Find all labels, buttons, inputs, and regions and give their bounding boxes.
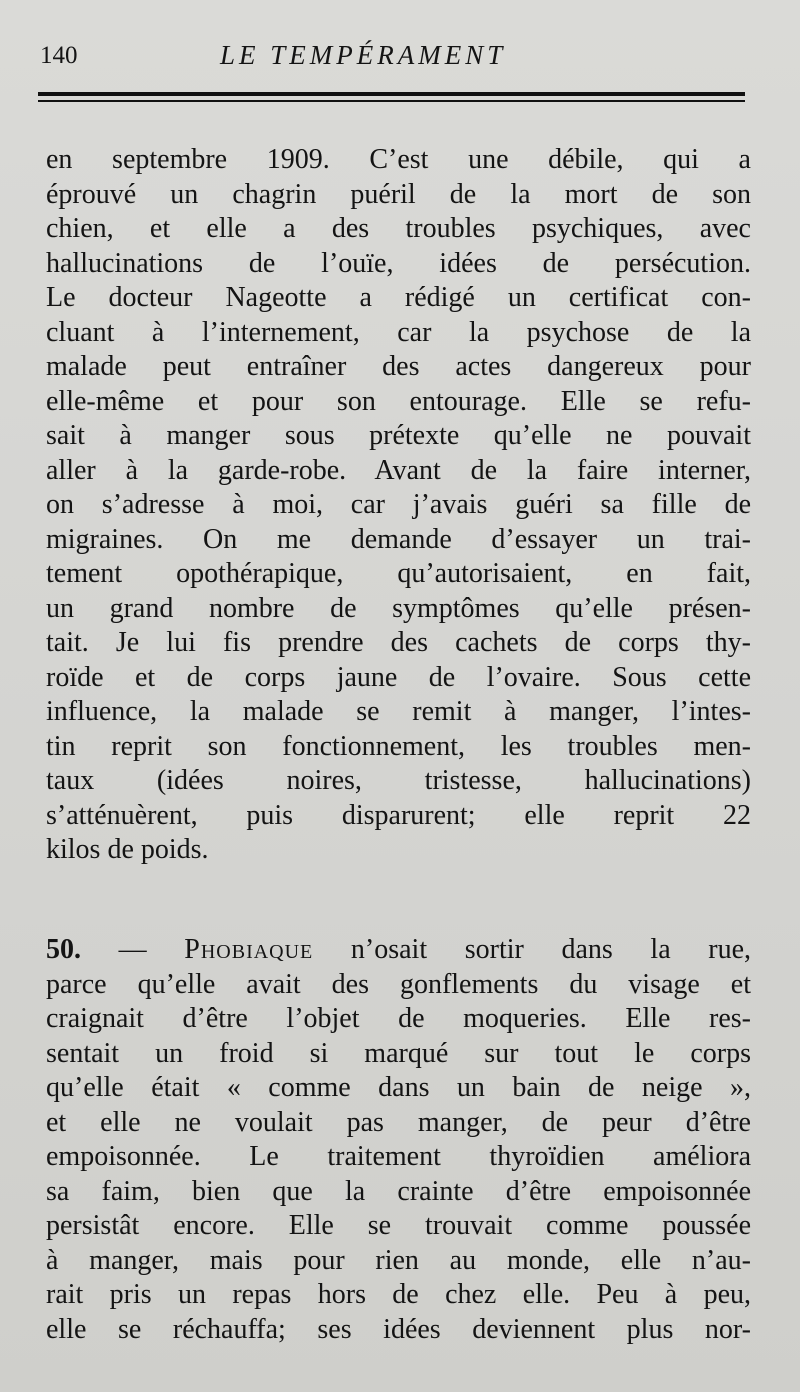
text-line: chien, et elle a des troubles psychiques, avec <box>46 213 751 244</box>
first-line-rest: n’osait sortir dans la rue, <box>313 934 752 965</box>
text-line: un grand nombre de symptômes qu’elle présen- <box>46 592 751 624</box>
text-line: parce qu’elle avait des gonflements du visage et <box>46 968 751 1000</box>
header-rule-thick <box>38 92 745 96</box>
text-line: et elle ne voulait pas manger, de peur d’être <box>46 1106 751 1138</box>
text-line: tement opothérapique, qu’autorisaient, en fait, <box>46 558 751 589</box>
text-line: s’atténuèrent, puis disparurent; elle reprit 22 <box>46 799 751 831</box>
text-line: roïde et de corps jaune de l’ovaire. Sous cette <box>46 661 751 693</box>
text-line: hallucinations de l’ouïe, idées de persécution. <box>46 247 751 279</box>
text-line: on s’adresse à moi, car j’avais guéri sa fille de <box>46 489 751 520</box>
paragraph-continued <box>46 143 751 868</box>
text-line: à manger, mais pour rien au monde, elle n’au- <box>46 1244 751 1276</box>
header-rule-thin <box>38 100 745 102</box>
text-line: influence, la malade se remit à manger, l’intes- <box>46 696 751 727</box>
text-line: sait à manger sous prétexte qu’elle ne pouvait <box>46 420 751 451</box>
text-line: sa faim, bien que la crainte d’être empoisonnée <box>46 1175 751 1207</box>
text-line-first <box>46 933 751 968</box>
running-head <box>40 38 745 78</box>
text-line: elle-même et pour son entourage. Elle se refu- <box>46 385 751 417</box>
text-line: elle se réchauffa; ses idées deviennent plus nor- <box>46 1313 751 1345</box>
text-line: taux (idées noires, tristesse, hallucinations) <box>46 765 751 796</box>
page-number: 140 <box>40 42 78 69</box>
case-title: Phobiaque <box>184 934 314 965</box>
text-line: aller à la garde-robe. Avant de la faire interner, <box>46 454 751 486</box>
text-line: empoisonnée. Le traitement thyroïdien améliora <box>46 1141 751 1172</box>
text-line: persistât encore. Elle se trouvait comme poussée <box>46 1210 751 1241</box>
text-line: migraines. On me demande d’essayer un trai- <box>46 523 751 555</box>
em-dash: — <box>81 934 185 965</box>
text-line: qu’elle était « comme dans un bain de neige », <box>46 1072 751 1103</box>
text-line: malade peut entraîner des actes dangereux pour <box>46 351 751 382</box>
text-line: tin reprit son fonctionnement, les troubles men- <box>46 730 751 762</box>
case-number: 50. <box>46 934 81 965</box>
text-line: kilos de poids. <box>46 834 209 865</box>
text-line: craignait d’être l’objet de moqueries. Elle res- <box>46 1003 751 1034</box>
text-line: sentait un froid si marqué sur tout le corps <box>46 1037 751 1069</box>
paragraph-case-50 <box>46 933 751 1347</box>
text-line: en septembre 1909. C’est une débile, qui a <box>46 144 751 175</box>
text-line: Le docteur Nageotte a rédigé un certificat con- <box>46 282 751 313</box>
text-line: éprouvé un chagrin puéril de la mort de son <box>46 178 751 210</box>
text-line: tait. Je lui fis prendre des cachets de corps thy- <box>46 627 751 658</box>
text-line: rait pris un repas hors de chez elle. Peu à peu, <box>46 1279 751 1310</box>
text-line: cluant à l’internement, car la psychose de la <box>46 316 751 348</box>
running-title: LE TEMPÉRAMENT <box>220 40 507 70</box>
